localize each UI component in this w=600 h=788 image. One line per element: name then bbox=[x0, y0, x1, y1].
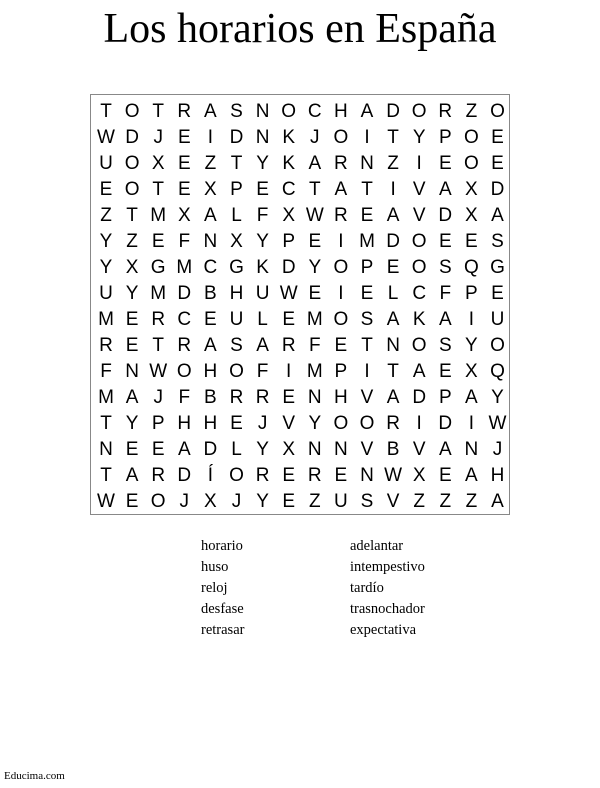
grid-letter: T bbox=[308, 179, 321, 200]
grid-letter: U bbox=[334, 491, 348, 512]
grid-letter: E bbox=[177, 127, 191, 148]
word-list-item: trasnochador bbox=[350, 601, 425, 617]
grid-letter: O bbox=[490, 101, 505, 122]
grid-letter: D bbox=[125, 127, 139, 148]
grid-letter: T bbox=[152, 101, 164, 122]
grid-letter: P bbox=[282, 231, 296, 252]
grid-letter: N bbox=[307, 387, 322, 408]
grid-letter: R bbox=[177, 335, 192, 356]
word-list-item: retrasar bbox=[201, 622, 245, 638]
grid-letter: D bbox=[386, 101, 400, 122]
grid-letter: O bbox=[411, 257, 427, 278]
grid-letter: E bbox=[282, 309, 296, 330]
grid-letter: I bbox=[286, 361, 292, 382]
grid-letter: R bbox=[438, 101, 453, 122]
grid-letter: M bbox=[98, 387, 114, 408]
grid-letter: J bbox=[179, 491, 190, 512]
grid-letter: M bbox=[306, 309, 323, 330]
grid-letter: A bbox=[412, 361, 426, 382]
grid-letter: S bbox=[438, 257, 452, 278]
grid-letter: E bbox=[256, 179, 269, 200]
word-list-item: tardío bbox=[350, 580, 384, 596]
grid-letter: L bbox=[257, 309, 268, 330]
grid-letter: O bbox=[176, 361, 192, 382]
grid-letter: P bbox=[151, 413, 165, 434]
grid-letter: A bbox=[125, 387, 139, 408]
grid-letter: A bbox=[204, 101, 217, 122]
grid-letter: X bbox=[412, 465, 426, 486]
grid-letter: X bbox=[465, 205, 478, 226]
grid-letter: T bbox=[152, 179, 164, 200]
grid-letter: S bbox=[491, 231, 504, 252]
grid-letter: E bbox=[360, 283, 374, 304]
grid-letter: U bbox=[490, 309, 505, 330]
grid-letter: T bbox=[100, 413, 112, 434]
grid-letter: D bbox=[490, 179, 505, 200]
grid-letter: Y bbox=[256, 439, 269, 460]
grid-letter: E bbox=[491, 153, 504, 174]
grid-letter: V bbox=[360, 387, 374, 408]
grid-letter: E bbox=[491, 127, 504, 148]
grid-row bbox=[91, 99, 509, 125]
grid-letter: F bbox=[256, 205, 269, 226]
grid-letter: I bbox=[416, 413, 422, 434]
grid-letter: O bbox=[490, 335, 505, 356]
grid-letter: E bbox=[99, 179, 113, 200]
grid-letter: A bbox=[386, 387, 400, 408]
grid-letter: P bbox=[334, 361, 348, 382]
grid-letter: Z bbox=[308, 491, 321, 512]
grid-letter: E bbox=[151, 231, 165, 252]
grid-letter: J bbox=[231, 491, 242, 512]
grid-letter: O bbox=[229, 361, 244, 382]
grid-letter: V bbox=[412, 439, 426, 460]
grid-letter: Y bbox=[308, 413, 322, 434]
grid-letter: Q bbox=[464, 257, 479, 278]
grid-letter: R bbox=[151, 465, 166, 486]
grid-letter: W bbox=[384, 465, 403, 486]
grid-letter: O bbox=[124, 153, 140, 174]
grid-letter: B bbox=[386, 439, 400, 460]
grid-letter: X bbox=[282, 205, 296, 226]
grid-letter: T bbox=[387, 361, 399, 382]
grid-letter: R bbox=[229, 387, 244, 408]
grid-row bbox=[91, 125, 509, 151]
grid-letter: E bbox=[125, 335, 139, 356]
grid-letter: D bbox=[438, 413, 453, 434]
grid-letter: I bbox=[468, 413, 475, 434]
word-list-item: intempestivo bbox=[350, 559, 425, 575]
grid-letter: E bbox=[177, 179, 191, 200]
grid-letter: K bbox=[282, 153, 296, 174]
grid-letter: E bbox=[308, 283, 322, 304]
grid-letter: O bbox=[411, 101, 427, 122]
grid-letter: K bbox=[412, 309, 426, 330]
grid-letter: P bbox=[230, 179, 243, 200]
grid-row bbox=[91, 177, 509, 203]
grid-letter: M bbox=[150, 205, 167, 226]
grid-letter: N bbox=[255, 101, 270, 122]
grid-letter: S bbox=[230, 335, 243, 356]
grid-letter: O bbox=[124, 179, 140, 200]
grid-letter: R bbox=[99, 335, 113, 356]
grid-letter: W bbox=[488, 413, 507, 434]
grid-letter: Y bbox=[465, 335, 478, 356]
grid-row bbox=[91, 151, 509, 177]
grid-letter: L bbox=[231, 205, 242, 226]
grid-letter: D bbox=[412, 387, 427, 408]
grid-letter: E bbox=[177, 153, 191, 174]
grid-letter: Y bbox=[125, 283, 139, 304]
grid-letter: A bbox=[334, 179, 348, 200]
grid-letter: Z bbox=[204, 153, 217, 174]
grid-letter: L bbox=[387, 283, 399, 304]
grid-letter: O bbox=[333, 309, 349, 330]
grid-row bbox=[91, 333, 509, 359]
grid-letter: N bbox=[360, 465, 374, 486]
grid-letter: W bbox=[97, 491, 115, 512]
grid-letter: V bbox=[360, 439, 374, 460]
grid-letter: Z bbox=[126, 231, 138, 252]
grid-letter: Y bbox=[99, 231, 113, 252]
grid-letter: N bbox=[255, 127, 270, 148]
grid-letter: T bbox=[230, 153, 243, 174]
grid-letter: H bbox=[490, 465, 505, 486]
word-list-item: huso bbox=[201, 559, 229, 575]
grid-letter: T bbox=[361, 179, 373, 200]
grid-letter: F bbox=[178, 387, 191, 408]
letter-grid bbox=[90, 94, 510, 515]
grid-letter: M bbox=[359, 231, 375, 252]
grid-letter: N bbox=[125, 361, 139, 382]
grid-letter: Y bbox=[256, 231, 269, 252]
grid-letter: A bbox=[491, 491, 504, 512]
grid-letter: J bbox=[153, 127, 163, 148]
grid-letter: O bbox=[333, 257, 349, 278]
grid-letter: X bbox=[465, 179, 478, 200]
grid-letter: G bbox=[490, 257, 505, 278]
grid-letter: U bbox=[99, 153, 113, 174]
grid-letter: F bbox=[308, 335, 321, 356]
grid-letter: O bbox=[124, 101, 140, 122]
word-list-left bbox=[201, 536, 361, 641]
grid-letter: O bbox=[333, 127, 349, 148]
grid-letter: A bbox=[308, 153, 322, 174]
grid-letter: Í bbox=[207, 465, 214, 486]
grid-letter: A bbox=[360, 101, 374, 122]
grid-letter: U bbox=[255, 283, 270, 304]
grid-letter: Y bbox=[412, 127, 426, 148]
grid-letter: T bbox=[126, 205, 138, 226]
grid-letter: P bbox=[438, 127, 452, 148]
grid-letter: F bbox=[256, 361, 269, 382]
grid-letter: C bbox=[307, 101, 322, 122]
grid-letter: A bbox=[204, 335, 217, 356]
grid-letter: S bbox=[230, 101, 243, 122]
grid-letter: D bbox=[438, 205, 453, 226]
grid-letter: I bbox=[416, 153, 422, 174]
grid-letter: J bbox=[257, 413, 268, 434]
grid-letter: E bbox=[438, 465, 452, 486]
grid-letter: I bbox=[468, 309, 475, 330]
grid-letter: U bbox=[229, 309, 244, 330]
grid-letter: M bbox=[176, 257, 193, 278]
grid-letter: R bbox=[177, 101, 192, 122]
grid-letter: G bbox=[150, 257, 166, 278]
grid-letter: N bbox=[307, 439, 322, 460]
grid-letter: Z bbox=[100, 205, 112, 226]
grid-letter: A bbox=[177, 439, 191, 460]
grid-letter: N bbox=[360, 153, 374, 174]
grid-letter: E bbox=[125, 309, 139, 330]
grid-letter: X bbox=[282, 439, 296, 460]
grid-row bbox=[91, 437, 509, 463]
grid-letter: A bbox=[256, 335, 269, 356]
grid-letter: Y bbox=[99, 257, 113, 278]
grid-letter: T bbox=[100, 101, 112, 122]
grid-letter: E bbox=[230, 413, 243, 434]
grid-letter: E bbox=[491, 283, 504, 304]
grid-letter: T bbox=[152, 335, 164, 356]
grid-letter: F bbox=[439, 283, 452, 304]
grid-letter: R bbox=[334, 205, 348, 226]
grid-row bbox=[91, 203, 509, 229]
grid-letter: S bbox=[360, 491, 374, 512]
grid-letter: D bbox=[281, 257, 296, 278]
grid-letter: O bbox=[359, 413, 375, 434]
grid-letter: H bbox=[203, 361, 218, 382]
grid-letter: W bbox=[97, 127, 115, 148]
grid-letter: O bbox=[411, 335, 427, 356]
grid-letter: T bbox=[361, 335, 373, 356]
grid-letter: S bbox=[438, 335, 452, 356]
grid-letter: M bbox=[306, 361, 323, 382]
grid-letter: I bbox=[207, 127, 214, 148]
grid-letter: A bbox=[125, 465, 139, 486]
grid-letter: E bbox=[386, 257, 400, 278]
grid-letter: Y bbox=[256, 491, 269, 512]
grid-letter: J bbox=[310, 127, 320, 148]
grid-letter: N bbox=[386, 335, 400, 356]
grid-letter: C bbox=[177, 309, 192, 330]
grid-letter: E bbox=[204, 309, 217, 330]
grid-letter: O bbox=[281, 101, 297, 122]
grid-letter: W bbox=[149, 361, 168, 382]
grid-letter: N bbox=[203, 231, 218, 252]
grid-letter: O bbox=[464, 153, 479, 174]
grid-letter: N bbox=[464, 439, 479, 460]
grid-letter: E bbox=[465, 231, 478, 252]
footer-credit: Educima.com bbox=[4, 770, 65, 782]
grid-letter: D bbox=[177, 283, 192, 304]
grid-letter: A bbox=[438, 439, 452, 460]
grid-letter: O bbox=[229, 465, 244, 486]
grid-letter: I bbox=[390, 179, 396, 200]
grid-letter: E bbox=[282, 387, 296, 408]
grid-letter: H bbox=[177, 413, 192, 434]
grid-letter: X bbox=[230, 231, 243, 252]
grid-letter: O bbox=[411, 231, 427, 252]
grid-letter: X bbox=[177, 205, 191, 226]
grid-letter: P bbox=[465, 283, 478, 304]
grid-letter: H bbox=[334, 101, 348, 122]
grid-letter: I bbox=[338, 283, 344, 304]
grid-letter: T bbox=[387, 127, 399, 148]
grid-letter: E bbox=[282, 491, 296, 512]
grid-letter: K bbox=[282, 127, 296, 148]
grid-row bbox=[91, 359, 509, 385]
grid-letter: A bbox=[386, 205, 400, 226]
grid-letter: D bbox=[386, 231, 400, 252]
grid-letter: V bbox=[282, 413, 296, 434]
grid-letter: Z bbox=[413, 491, 425, 512]
grid-letter: P bbox=[360, 257, 374, 278]
grid-row bbox=[91, 229, 509, 255]
word-list-item: desfase bbox=[201, 601, 244, 617]
grid-letter: V bbox=[412, 179, 426, 200]
grid-row bbox=[91, 255, 509, 281]
grid-letter: E bbox=[151, 439, 165, 460]
grid-letter: N bbox=[334, 439, 348, 460]
grid-letter: Y bbox=[308, 257, 322, 278]
grid-letter: X bbox=[151, 153, 165, 174]
grid-letter: D bbox=[203, 439, 218, 460]
grid-letter: I bbox=[338, 231, 344, 252]
grid-letter: A bbox=[386, 309, 400, 330]
grid-letter: E bbox=[360, 205, 374, 226]
grid-letter: J bbox=[492, 439, 503, 460]
grid-letter: I bbox=[364, 127, 370, 148]
word-list-item: reloj bbox=[201, 580, 228, 596]
grid-letter: R bbox=[255, 387, 270, 408]
grid-letter: E bbox=[125, 491, 139, 512]
grid-letter: E bbox=[125, 439, 139, 460]
grid-row bbox=[91, 385, 509, 411]
grid-letter: L bbox=[231, 439, 242, 460]
grid-letter: A bbox=[491, 205, 504, 226]
grid-letter: V bbox=[386, 491, 400, 512]
grid-letter: E bbox=[438, 231, 452, 252]
grid-letter: A bbox=[465, 465, 478, 486]
grid-letter: Z bbox=[387, 153, 399, 174]
grid-row bbox=[91, 463, 509, 489]
grid-letter: B bbox=[204, 283, 217, 304]
word-list-item: horario bbox=[201, 538, 243, 554]
grid-letter: P bbox=[438, 387, 452, 408]
grid-letter: A bbox=[204, 205, 217, 226]
grid-letter: M bbox=[98, 309, 114, 330]
grid-row bbox=[91, 411, 509, 437]
grid-letter: S bbox=[360, 309, 374, 330]
grid-letter: Z bbox=[465, 491, 478, 512]
grid-letter: X bbox=[125, 257, 139, 278]
grid-letter: X bbox=[465, 361, 478, 382]
page-title: Los horarios en España bbox=[103, 6, 497, 52]
grid-letter: E bbox=[438, 153, 452, 174]
grid-row bbox=[91, 281, 509, 307]
grid-letter: E bbox=[282, 465, 296, 486]
grid-letter: F bbox=[178, 231, 191, 252]
grid-letter: E bbox=[334, 465, 348, 486]
grid-letter: C bbox=[412, 283, 427, 304]
grid-letter: M bbox=[150, 283, 167, 304]
grid-letter: Y bbox=[491, 387, 504, 408]
grid-letter: Z bbox=[439, 491, 452, 512]
grid-letter: A bbox=[438, 179, 452, 200]
grid-row bbox=[91, 489, 509, 515]
grid-letter: Y bbox=[256, 153, 269, 174]
grid-letter: R bbox=[281, 335, 296, 356]
grid-letter: R bbox=[334, 153, 348, 174]
grid-letter: J bbox=[153, 387, 163, 408]
word-list-item: expectativa bbox=[350, 622, 417, 638]
grid-letter: W bbox=[279, 283, 298, 304]
grid-letter: A bbox=[438, 309, 452, 330]
grid-letter: R bbox=[151, 309, 166, 330]
grid-letter: H bbox=[229, 283, 244, 304]
grid-letter: Z bbox=[465, 101, 478, 122]
grid-letter: B bbox=[204, 387, 217, 408]
word-list-right bbox=[350, 536, 510, 641]
grid-letter: F bbox=[100, 361, 112, 382]
grid-letter: H bbox=[334, 387, 348, 408]
grid-letter: K bbox=[256, 257, 269, 278]
grid-letter: G bbox=[229, 257, 244, 278]
grid-letter: N bbox=[99, 439, 113, 460]
grid-letter: H bbox=[203, 413, 218, 434]
grid-letter: R bbox=[307, 465, 322, 486]
grid-letter: O bbox=[333, 413, 349, 434]
grid-letter: T bbox=[100, 465, 112, 486]
grid-letter: E bbox=[308, 231, 322, 252]
grid-letter: A bbox=[465, 387, 478, 408]
grid-letter: Y bbox=[125, 413, 139, 434]
grid-letter: D bbox=[177, 465, 192, 486]
grid-letter: O bbox=[464, 127, 479, 148]
grid-letter: D bbox=[229, 127, 244, 148]
grid-letter: O bbox=[150, 491, 166, 512]
grid-row bbox=[91, 307, 509, 333]
grid-letter: V bbox=[412, 205, 426, 226]
grid-letter: E bbox=[334, 335, 348, 356]
grid-letter: R bbox=[255, 465, 270, 486]
grid-letter: W bbox=[305, 205, 324, 226]
grid-letter: Q bbox=[490, 361, 505, 382]
grid-letter: E bbox=[438, 361, 452, 382]
grid-letter: C bbox=[281, 179, 296, 200]
grid-letter: U bbox=[99, 283, 113, 304]
grid-letter: X bbox=[204, 491, 217, 512]
grid-letter: X bbox=[204, 179, 217, 200]
grid-letter: I bbox=[364, 361, 370, 382]
word-list-item: adelantar bbox=[350, 538, 404, 554]
grid-letter: R bbox=[386, 413, 400, 434]
grid-letter: C bbox=[203, 257, 218, 278]
